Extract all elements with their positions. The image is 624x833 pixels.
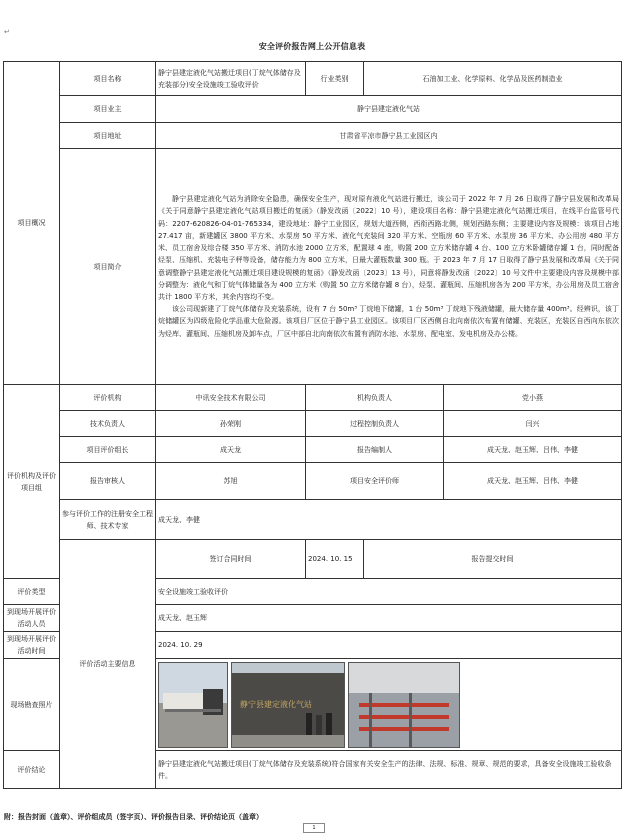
reviewer-label: 报告审核人: [60, 463, 156, 500]
group-activity: 评价活动主要信息: [60, 540, 156, 789]
org-label: 评价机构: [60, 385, 156, 411]
page-title: 安全评价报告网上公开信息表: [258, 42, 366, 51]
project-intro: [156, 149, 622, 385]
page-number: 1: [303, 823, 325, 833]
writer: 成天龙、赵玉辉、吕伟、李健: [444, 437, 622, 463]
qc: 闫兴: [444, 411, 622, 437]
intro-paragraph-1: 静宁县建定液化气站为消除安全隐患，确保安全生产，现对原有液化气站进行搬迁，该公司于 2022 年 7 月 26 日取得了静宁县发展和改革局《关于同意静宁县建定液化气站项目搬迁的复函》（静发改函〔2022〕10 号），建设项目名称：静宁县建定液化气站搬迁项目，在线平台监管号代码：2207-620826-04-01-765334，建设地址：静宁工业园区，规划大道西侧，西衔西路北侧，规划西路东侧；主要建设内容及规模：该项目占地 27.417 亩，新建罐区 3800 平方米、水泵房 50 平方米、液化气充装间 320 平方米、空瓶房 60 平方米、水泵房 36 平方米、办公用房 480 平方米、员工宿舍及综合楼 350 平方米、消防水池 2000 立方米，配置球 4 座，购置 200 立方米储存罐 4 台、100 立方米卧罐储存罐 1 台，同时配备烃泵、压缩机、充装电子秤等设备，储存能力为 800 立方米，日最大灌瓶数量 300 瓶。于 2023 年 7 月 17 日取得了静宁县发展和改革局《关于同意调整静宁县建定液化气站搬迁项目建设规模的复函》（静发改函〔2023〕13 号），同意将静发改函〔2022〕10 号文件中主要建设内容及规模中部分调整为：液化气和丁烷气体储量各为 400 立方米（购置 50 立方米储存罐 8 台），烃泵、灌瓶间、压缩机房各为 200 平方米，办公用房及员工宿舍共计 1800 平方米，其余内容均不变。: [158, 195, 619, 301]
site-photo-gate: [158, 662, 228, 748]
onsite-staff: 成天龙、赵玉辉: [156, 605, 622, 632]
owner-label: 项目业主: [60, 96, 156, 123]
industry: 石油加工业、化学原料、化学品及医药制造业: [364, 62, 622, 96]
reviewer: 苏旭: [156, 463, 306, 500]
onsite-time-label: 到现场开展评价活动时间: [4, 632, 60, 659]
type-label: 评价类型: [4, 579, 60, 605]
site-photo-sign: [231, 662, 345, 748]
info-table: [3, 61, 622, 789]
safety-eng: 成天龙、赵玉辉、吕伟、李健: [444, 463, 622, 500]
site-photos: [156, 659, 622, 751]
owner: 静宁县建定液化气站: [156, 96, 622, 123]
onsite-staff-label: 到现场开展评价活动人员: [4, 605, 60, 632]
eval-type: 安全设施竣工验收评价: [156, 579, 622, 605]
project-name-label: 项目名称: [60, 62, 156, 96]
group-evaluator: 评价机构及评价项目组: [4, 385, 60, 579]
onsite-time: 2024. 10. 29: [156, 632, 622, 659]
conclusion-label: 评价结论: [4, 751, 60, 789]
org-head: 党小燕: [444, 385, 622, 411]
team-lead-label: 项目评价组长: [60, 437, 156, 463]
intro-label: 项目简介: [60, 149, 156, 385]
conclusion: 静宁县建定液化气站搬迁项目(丁烷气体储存及充装系统)符合国家有关安全生产的法律、法规、标准、规章、规范的要求，具备安全设施竣工验收条件。: [156, 751, 622, 789]
experts-label: 参与评价工作的注册安全工程师、技术专家: [60, 500, 156, 540]
org: 中讯安全技术有限公司: [156, 385, 306, 411]
tech-head-label: 技术负责人: [60, 411, 156, 437]
site-photo-filling-hall: [348, 662, 460, 748]
contract-date: 2024. 10. 15: [306, 540, 364, 579]
experts: 成天龙、李健: [156, 500, 622, 540]
writer-label: 报告编制人: [306, 437, 444, 463]
submit-label: 报告提交时间: [364, 540, 622, 579]
project-name: 静宁县建定液化气站搬迁项目(丁烷气体储存及充装部分)安全设施竣工验收评价: [156, 62, 306, 96]
address-label: 项目地址: [60, 123, 156, 149]
contract-label: 签订合同时间: [156, 540, 306, 579]
attachments-note: 附：报告封面（盖章）、评价组成员（签字页）、评价报告目录、评价结论页（盖章）: [4, 813, 263, 821]
qc-label: 过程控制负责人: [306, 411, 444, 437]
org-head-label: 机构负责人: [306, 385, 444, 411]
photo-sign-text: 静宁县建定液化气站: [240, 699, 312, 709]
industry-label: 行业类别: [306, 62, 364, 96]
tech-head: 孙荣刚: [156, 411, 306, 437]
address: 甘肃省平凉市静宁县工业园区内: [156, 123, 622, 149]
team-lead: 成天龙: [156, 437, 306, 463]
paragraph-mark: ↵: [4, 28, 10, 36]
group-project: 项目概况: [4, 62, 60, 385]
photos-label: 现场勘查照片: [4, 659, 60, 751]
intro-paragraph-2: 该公司现新建了丁烷气体储存及充装系统，设有 7 台 50m³ 丁烷地下储罐，1 台 50m³ 丁烷地下残液储罐，最大储存量 400m³。经辨识，该丁烷储罐区为四级危险化学品重大危险源。该项目厂区位于静宁县工业园区。该项目厂区西侧自北向南依次布置有储罐、充装区，充装区自西向东依次为烃库、灌瓶间、压缩机房及卸车点，厂区中部自北向南依次布置有消防水池、水泵房、配电室、发电机房及办公楼。: [158, 305, 619, 338]
safety-eng-label: 项目安全评价师: [306, 463, 444, 500]
